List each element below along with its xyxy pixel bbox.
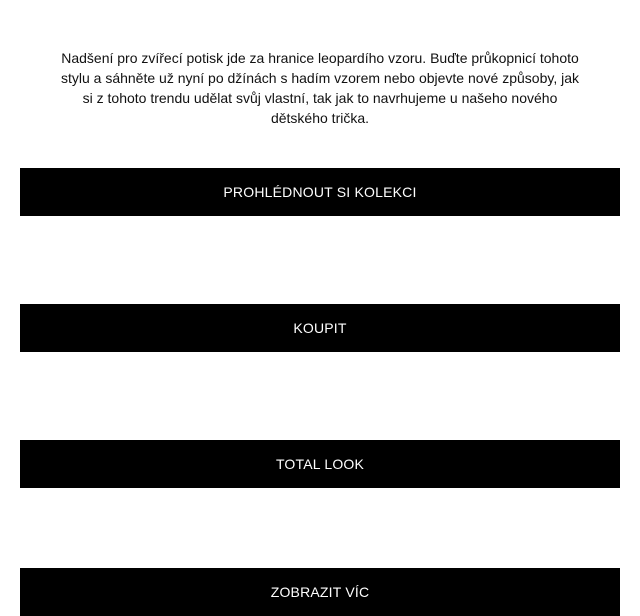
intro-paragraph: Nadšení pro zvířecí potisk jde za hranice leopardího vzoru. Buďte průkopnicí tohoto stylu a sáhněte už nyní po džínách s hadím vzorem nebo objevte nové způsoby, jak si z tohoto trendu udělat svůj vlastní, tak jak to navrhujeme u našeho nového dětského trička. <box>60 50 580 126</box>
buy-button[interactable]: KOUPIT <box>20 304 620 352</box>
view-collection-button[interactable]: PROHLÉDNOUT SI KOLEKCI <box>20 168 620 216</box>
total-look-button[interactable]: TOTAL LOOK <box>20 440 620 488</box>
show-more-button[interactable]: ZOBRAZIT VÍC <box>20 568 620 616</box>
